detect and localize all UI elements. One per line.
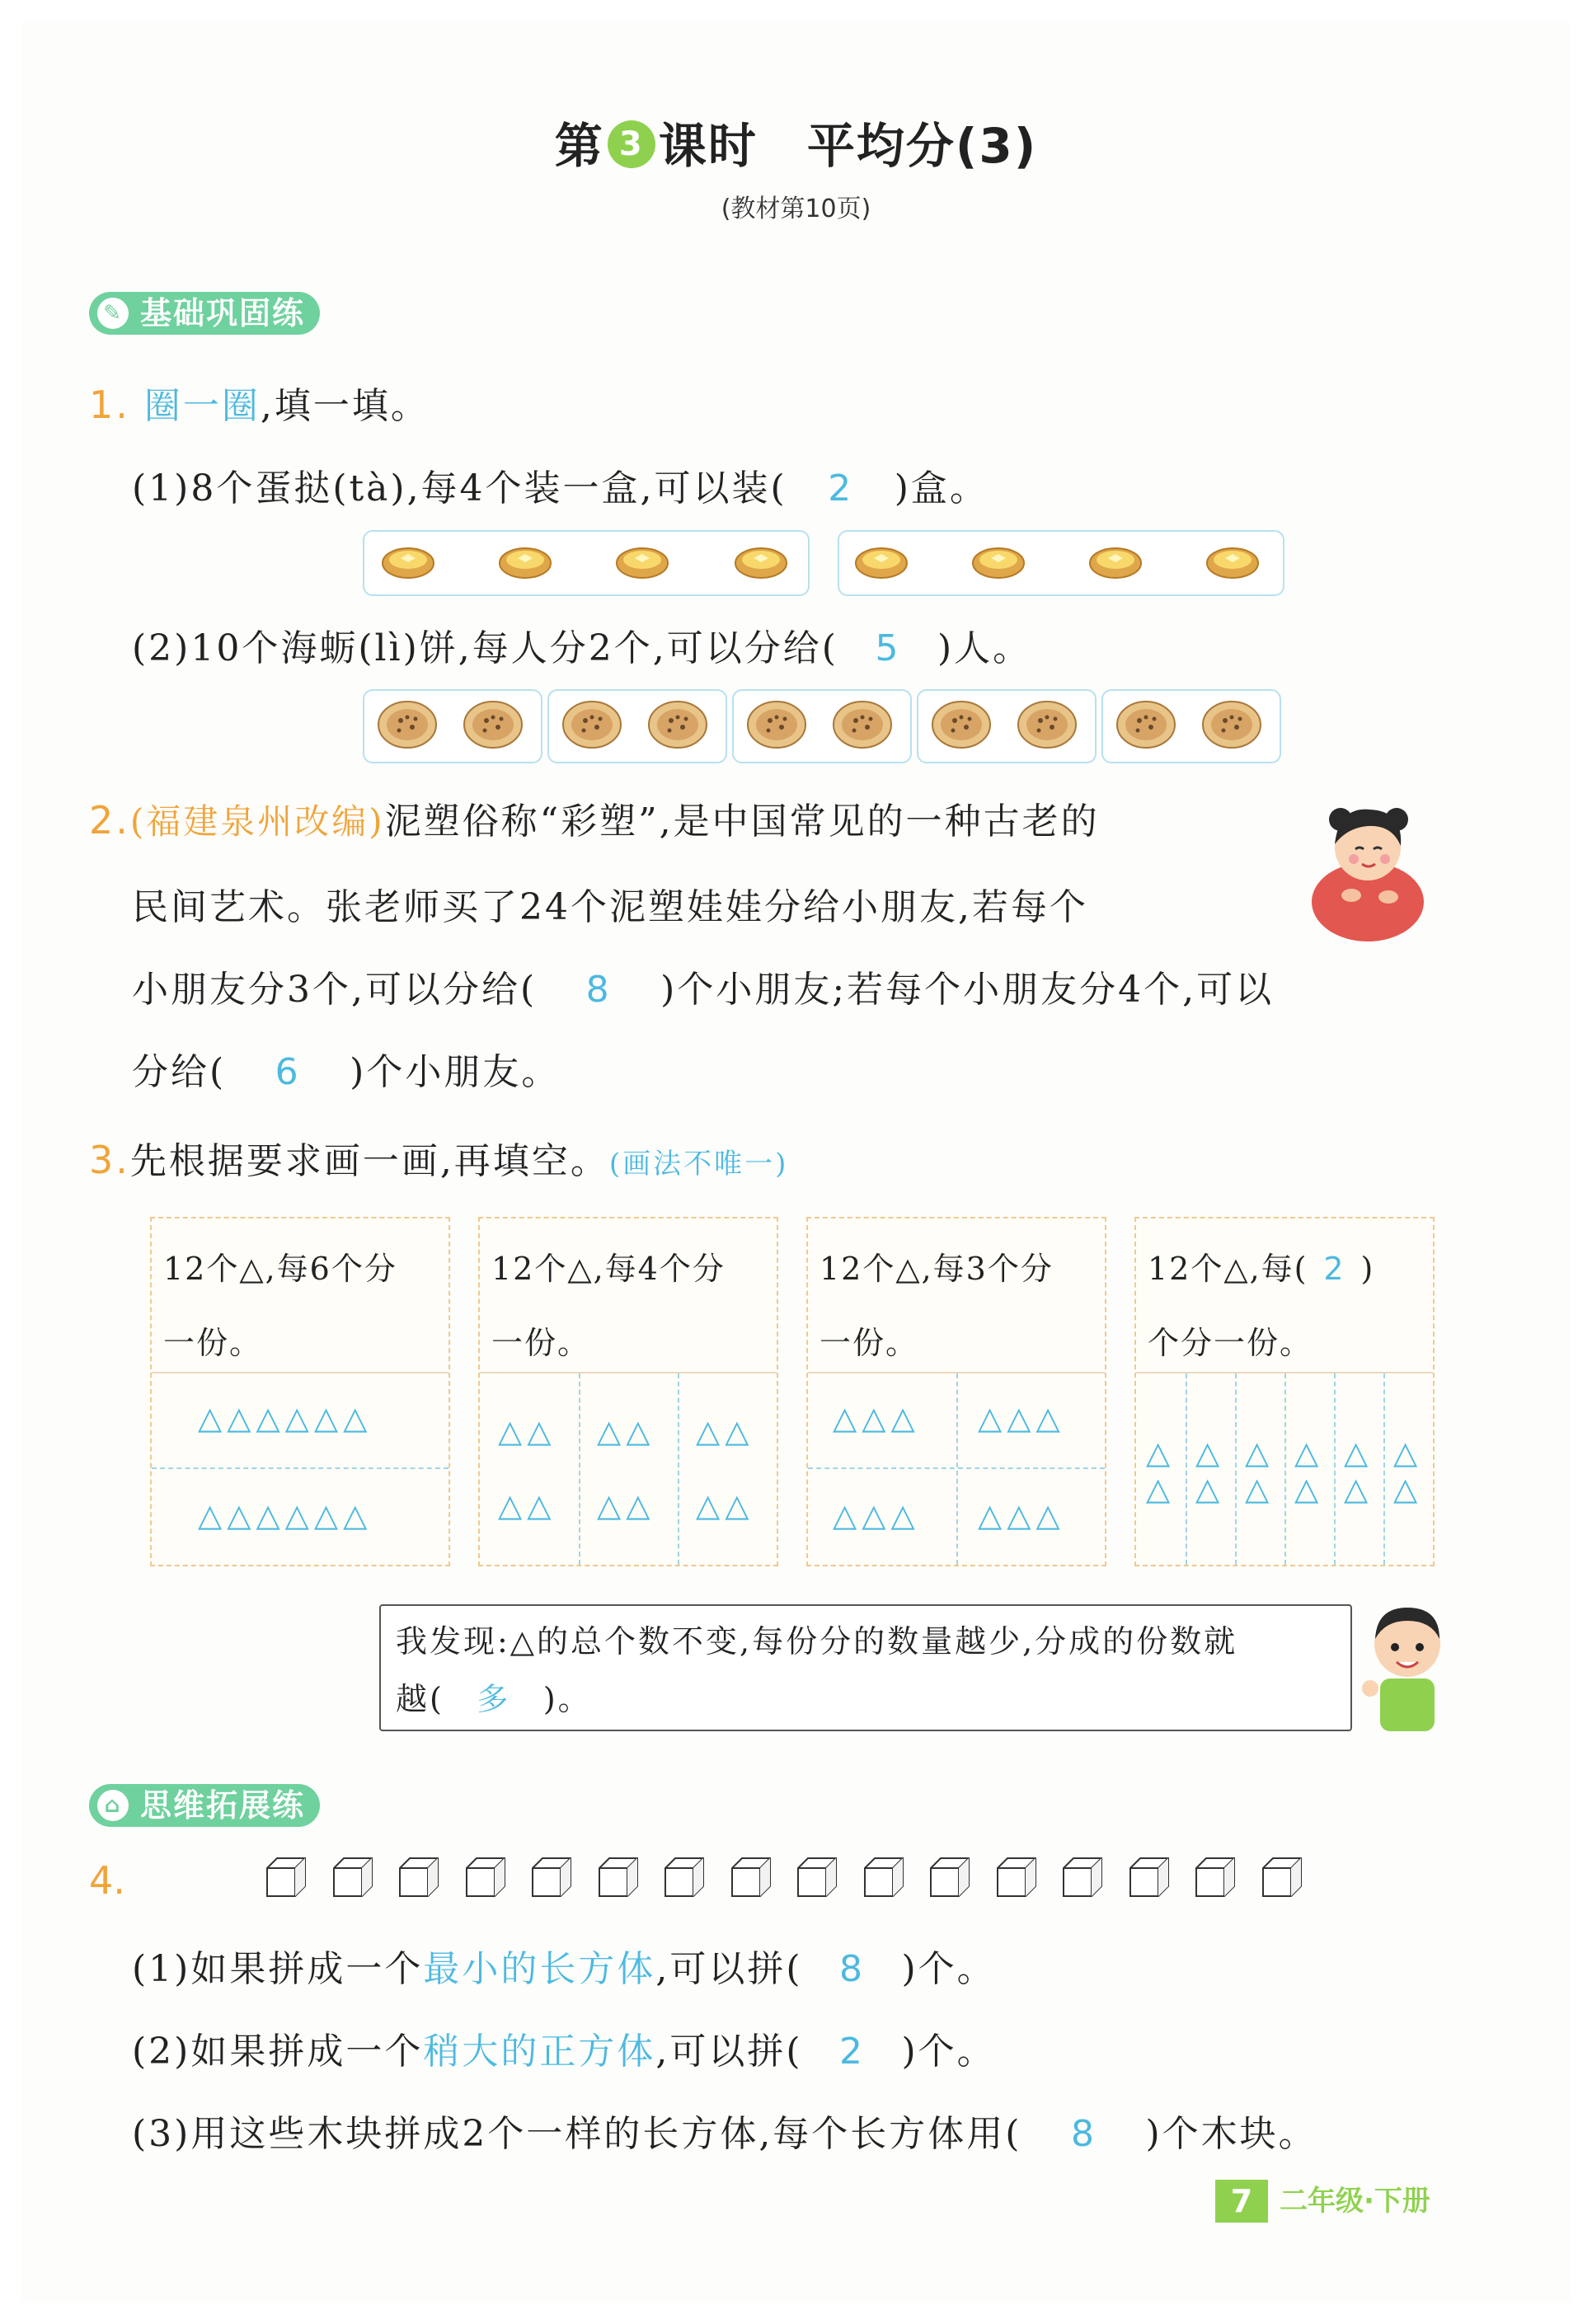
oyster-cake-icon: [646, 699, 709, 750]
triangle-group: △△△: [833, 1400, 920, 1436]
page-title: 第 3 课时 平均分(3): [554, 118, 1038, 174]
page-number: 7: [1215, 2180, 1268, 2223]
cube-block-icon: [265, 1857, 307, 1898]
triangle-group: △△△: [978, 1400, 1065, 1436]
triangle-icon: △: [1245, 1471, 1275, 1507]
q2-line3: 小朋友分3个,可以分给( 8 )个小朋友;若每个小朋友分4个,可以: [132, 969, 1275, 1011]
egg-tart-icon: [1088, 543, 1143, 580]
cube-block-icon: [598, 1857, 639, 1898]
q4-number: 4.: [89, 1858, 125, 1903]
triangle-group: △△: [597, 1413, 655, 1449]
cube-block-icon: [531, 1857, 572, 1898]
oyster-cake-icon: [930, 699, 993, 750]
oyster-cake-icon: [745, 699, 808, 750]
triangle-icon: △: [1294, 1471, 1324, 1507]
egg-tart-icon: [615, 543, 669, 580]
triangle-icon: △: [1344, 1471, 1374, 1507]
discovery-box: 我发现:△的总个数不变,每份分的数量越少,分成的份数就 越( 多 )。: [379, 1604, 1352, 1731]
egg-tart-icon: [1205, 543, 1260, 580]
oyster-cake-icon: [376, 699, 439, 750]
q3-prompt: 3.先根据要求画一画,再填空。(画法不唯一): [89, 1138, 789, 1182]
cube-block-icon: [1129, 1857, 1170, 1898]
lesson-title: 平均分(3): [806, 118, 1038, 174]
cube-block-icon: [796, 1857, 838, 1898]
q2-line1: 2.(福建泉州改编)泥塑俗称“彩塑”,是中国常见的一种古老的: [89, 798, 1100, 843]
triangle-group: △△: [498, 1487, 556, 1524]
graduation-cap-icon: ⌂: [97, 1790, 129, 1821]
egg-tart-icon: [854, 543, 909, 580]
triangle-group: △△△△△△: [198, 1400, 373, 1436]
answer-blank[interactable]: 2: [838, 2031, 865, 2073]
triangle-icon: △: [1146, 1434, 1176, 1471]
boy-illustration: [1362, 1596, 1453, 1736]
cube-block-icon: [398, 1857, 439, 1898]
oyster-cake-icon: [1016, 699, 1078, 750]
answer-blank[interactable]: 8: [585, 969, 612, 1011]
q1-part1: (1)8个蛋挞(tà),每4个装一盒,可以装( 2 )盒。: [132, 467, 989, 509]
q4-part1: (1)如果拼成一个最小的长方体,可以拼( 8 )个。: [132, 1948, 996, 1990]
triangle-group: △△: [498, 1413, 556, 1449]
answer-blank[interactable]: 2: [1323, 1251, 1345, 1287]
q3-box-1: 12个△,每6个分 一份。 △△△△△△ △△△△△△: [150, 1217, 450, 1566]
triangle-icon: △: [1195, 1471, 1225, 1507]
cube-block-icon: [863, 1857, 904, 1898]
cube-block-icon: [1062, 1857, 1103, 1898]
q4-part2: (2)如果拼成一个稍大的正方体,可以拼( 2 )个。: [132, 2031, 996, 2073]
lesson-number-badge: 3: [608, 120, 655, 168]
oyster-cake-icon: [1200, 699, 1263, 750]
cube-block-icon: [996, 1857, 1037, 1898]
triangle-icon: △: [1146, 1471, 1176, 1507]
egg-tart-icon: [381, 543, 435, 580]
egg-tart-icon: [971, 543, 1026, 580]
triangle-icon: △: [1195, 1434, 1225, 1471]
q1-prompt: 1. 圈一圈,填一填。: [89, 383, 430, 427]
section-banner-basic: ✎ 基础巩固练: [89, 292, 320, 335]
answer-blank[interactable]: 多: [477, 1681, 511, 1717]
cube-block-icon: [1261, 1857, 1303, 1898]
oyster-cake-icon: [831, 699, 894, 750]
cube-block-icon: [730, 1857, 772, 1898]
oyster-cake-icon: [462, 699, 524, 750]
answer-blank[interactable]: 5: [875, 627, 901, 669]
section-banner-extended: ⌂ 思维拓展练: [89, 1784, 320, 1827]
triangle-icon: △: [1294, 1434, 1324, 1471]
triangle-icon: △: [1393, 1434, 1423, 1471]
pencil-icon: ✎: [97, 298, 129, 329]
q3-box-2: 12个△,每4个分 一份。 △△ △△ △△ △△ △△ △△: [478, 1217, 778, 1566]
triangle-group: △△: [597, 1487, 655, 1524]
cube-block-icon: [664, 1857, 705, 1898]
cube-block-icon: [465, 1857, 506, 1898]
q1-part2: (2)10个海蛎(lì)饼,每人分2个,可以分给( 5 )人。: [132, 627, 1032, 669]
grade-label: 二年级·下册: [1280, 2185, 1430, 2218]
triangle-group: △△△: [978, 1497, 1065, 1533]
triangle-group: △△: [696, 1413, 754, 1449]
textbook-reference: (教材第10页): [721, 195, 871, 223]
oyster-cake-icon: [561, 699, 623, 750]
egg-tart-icon: [734, 543, 788, 580]
triangle-group: △△△: [833, 1497, 920, 1533]
q3-box-4: 12个△,每( 2 ) 个分一份。 △ △ △ △ △ △ △ △ △ △ △ △: [1134, 1217, 1435, 1566]
q2-line2: 民间艺术。张老师买了24个泥塑娃娃分给小朋友,若每个: [132, 886, 1088, 928]
q4-part3: (3)用这些木块拼成2个一样的长方体,每个长方体用( 8 )个木块。: [132, 2113, 1317, 2155]
triangle-group: △△: [696, 1487, 754, 1524]
answer-blank[interactable]: 6: [275, 1051, 301, 1093]
triangle-icon: △: [1344, 1434, 1374, 1471]
triangle-icon: △: [1393, 1471, 1423, 1507]
egg-tart-icon: [498, 543, 552, 580]
answer-blank[interactable]: 2: [828, 467, 854, 509]
cube-block-icon: [1195, 1857, 1236, 1898]
oyster-cake-icon: [1115, 699, 1177, 750]
q3-box-3: 12个△,每3个分 一份。 △△△ △△△ △△△ △△△: [806, 1217, 1106, 1566]
q2-line4: 分给( 6 )个小朋友。: [132, 1051, 561, 1093]
triangle-icon: △: [1245, 1434, 1275, 1471]
cube-block-icon: [929, 1857, 970, 1898]
triangle-group: △△△△△△: [198, 1497, 373, 1533]
answer-blank[interactable]: 8: [1070, 2113, 1097, 2155]
answer-blank[interactable]: 8: [838, 1948, 865, 1990]
clay-doll-illustration: [1306, 796, 1430, 945]
cube-block-icon: [332, 1857, 373, 1898]
